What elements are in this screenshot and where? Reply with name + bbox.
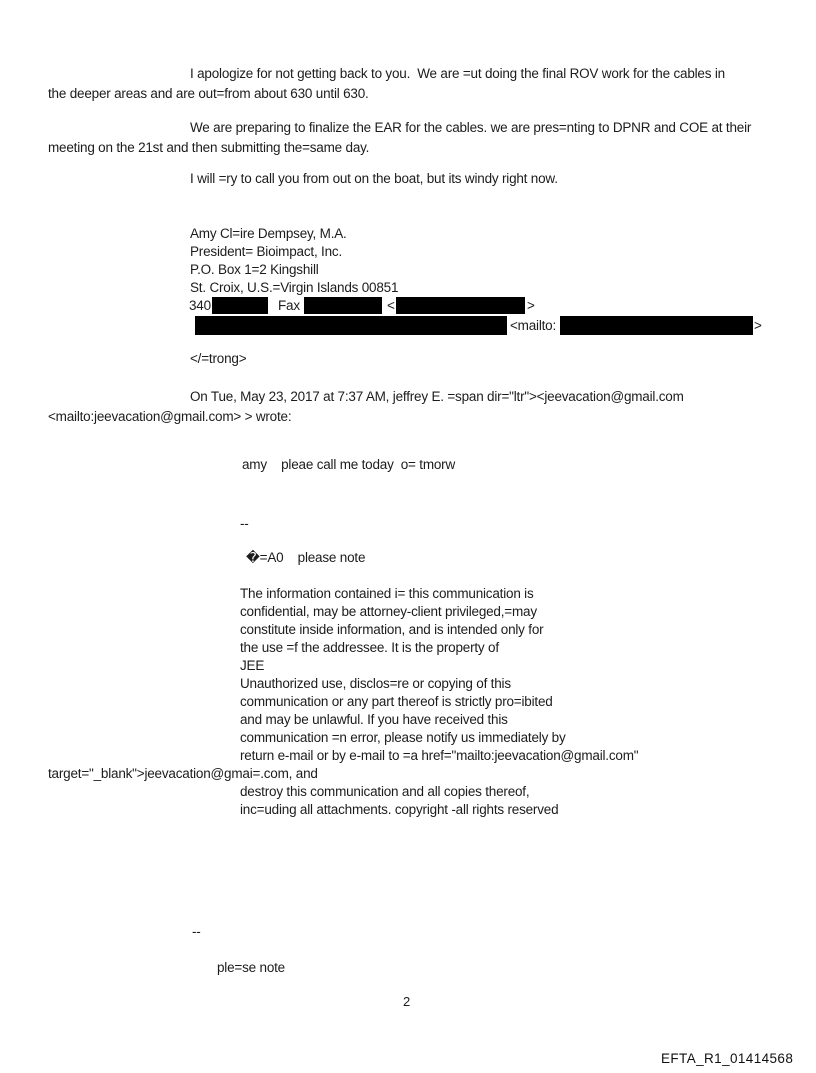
angle-close-2: > [754,318,762,333]
disclaimer-line6: Unauthorized use, disclos=re or copying of this [240,676,511,691]
redaction-fax-bar [304,297,382,314]
redaction-mailto-bar [560,316,753,335]
para3-line1: I will =ry to call you from out on the boat, but its windy right now. [190,171,558,186]
redaction-phone-bar [212,297,268,314]
para1-line1: I apologize for not getting back to you. We are =ut doing the final ROV work for the cables in [190,66,725,81]
redaction-cell-bar [396,297,525,314]
mailto-label: <mailto: [510,318,557,333]
para1-line2: the deeper areas and are out=from about 630 until 630. [48,86,369,101]
quoted-message: amy pleae call me today o= tmorw [242,457,456,472]
disclaimer-line5: JEE [240,658,265,673]
fax-label: Fax [278,298,300,313]
phone-prefix: 340 [189,298,211,313]
disclaimer-line4: the use =f the addressee. It is the property of [240,640,499,655]
ontue-line1: On Tue, May 23, 2017 at 7:37 AM, jeffrey E. =span dir="ltr"><jeevacation@gmail.com [190,389,684,404]
redaction-email-bar [195,316,507,335]
signature-title: President= Bioimpact, Inc. [190,244,343,259]
page-number: 2 [403,994,411,1009]
signature-address1: P.O. Box 1=2 Kingshill [190,262,319,277]
disclaimer-line12: destroy this communication and all copies thereof, [240,784,530,799]
angle-open: < [387,298,395,313]
ontue-line2: <mailto:jeevacation@gmail.com> > wrote: [48,409,292,424]
para2-line2: meeting on the 21st and then submitting the=same day. [48,140,370,155]
disclaimer-line1: The information contained i= this communication is [240,586,534,601]
disclaimer-line2: confidential, may be attorney-client privileged,=may [240,604,537,619]
sig-dashes-2: -- [192,924,201,939]
disclaimer-line11: target="_blank">jeevacation@gmai=.com, and [48,766,318,781]
disclaimer-line13: inc=uding all attachments. copyright -all rights reserved [240,802,559,817]
note-line-1: �=A0 please note [246,550,366,565]
angle-close: > [527,298,535,313]
disclaimer-line7: communication or any part thereof is strictly pro=ibited [240,694,553,709]
disclaimer-line8: and may be unlawful. If you have received this [240,712,508,727]
signature-address2: St. Croix, U.S.=Virgin Islands 00851 [190,280,399,295]
note-line-2: ple=se note [217,960,285,975]
para2-line1: We are preparing to finalize the EAR for the cables. we are pres=nting to DPNR and COE at their [190,120,752,135]
disclaimer-line3: constitute inside information, and is intended only for [240,622,544,637]
signature-name: Amy Cl=ire Dempsey, M.A. [190,226,347,241]
disclaimer-line10: return e-mail or by e-mail to =a href="mailto:jeevacation@gmail.com" [240,748,639,763]
bates-number: EFTA_R1_01414568 [661,1051,794,1066]
disclaimer-line9: communication =n error, please notify us immediately by [240,730,566,745]
sig-dashes-1: -- [240,516,249,531]
strong-tag-fragment: </=trong> [190,351,247,366]
